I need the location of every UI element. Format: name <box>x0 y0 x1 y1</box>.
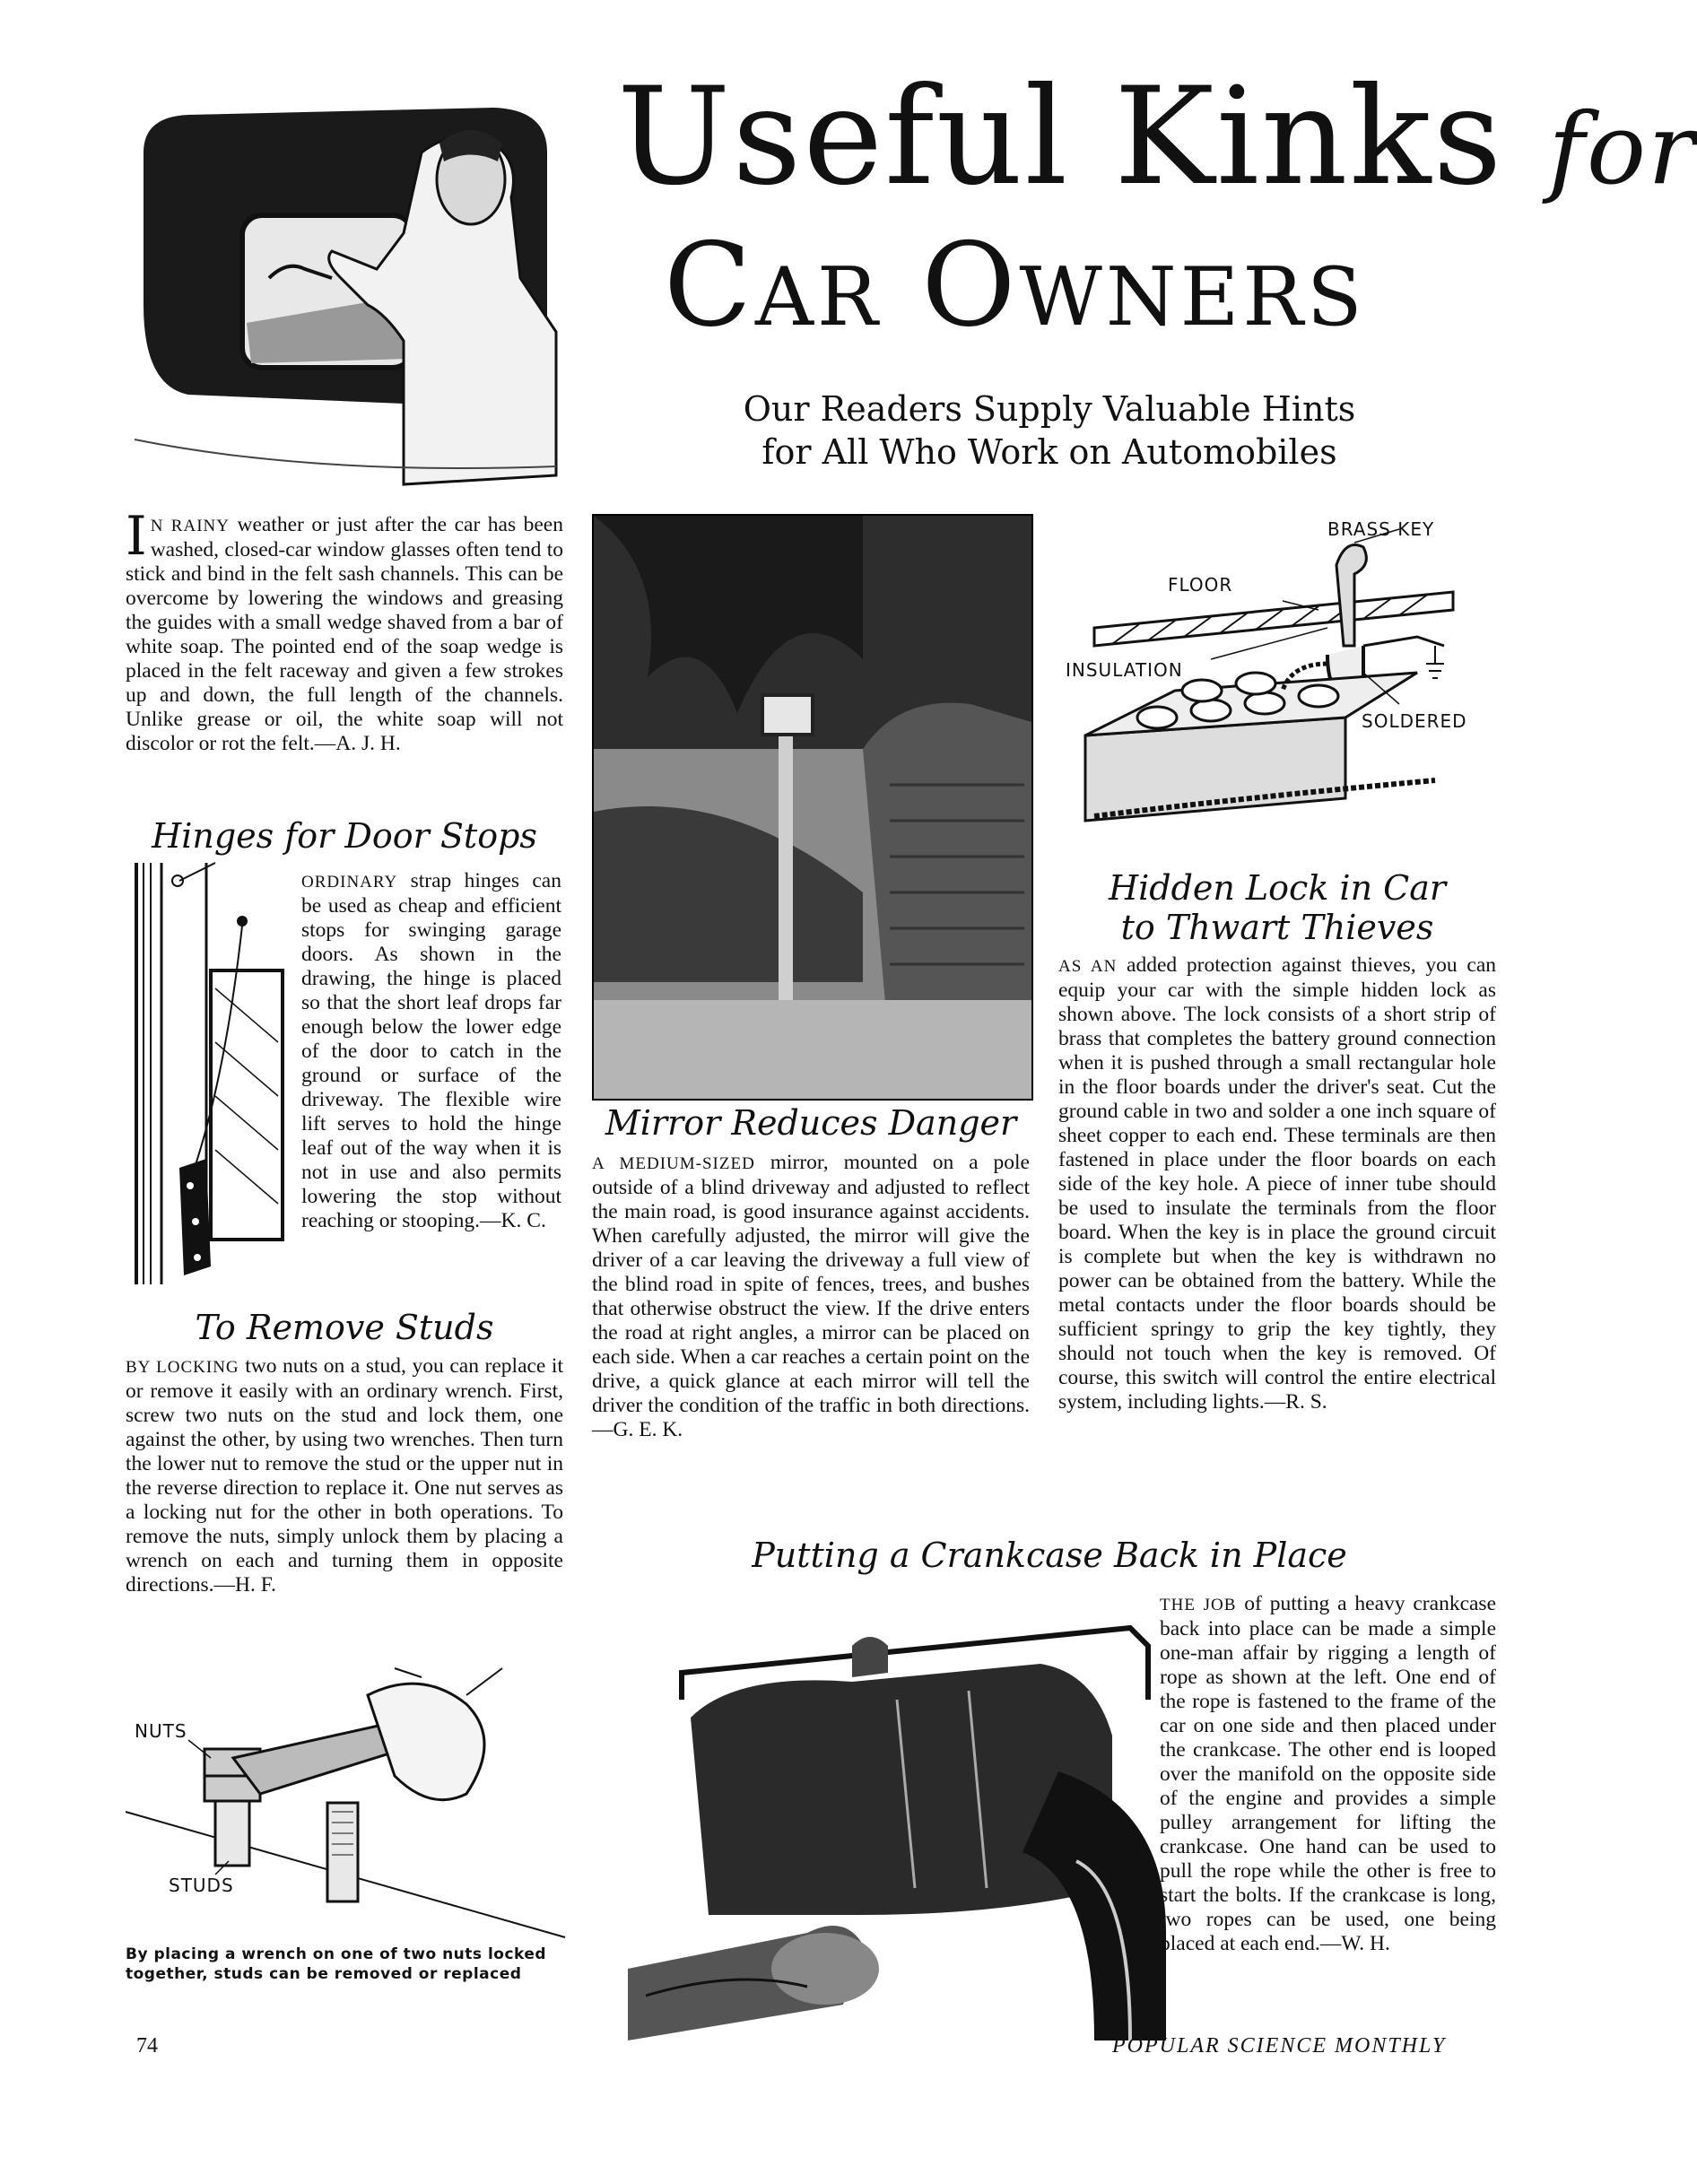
mirror-text: mirror, mounted on a pole outside of a blind driveway and adjusted to reflect the main road, is good insurance against accidents. When carefully adjusted, the mirror will give the driver of a car leaving the driveway a full view of the blind road in spite of fences, trees, and bushes that otherwise obstruct the view. If the drive enters the road at right angles, a mirror can be placed on each side. When a car reaches a certain point on the drive, a quick glance at each mirror will tell the driver the condition of the traffic in both directions.—G. E. K. <box>592 1151 1030 1441</box>
intro-article <box>126 505 563 756</box>
intro-lead: N RAINY <box>150 517 230 535</box>
drop-cap: I <box>126 505 147 568</box>
lock-lead: AS AN <box>1058 957 1118 976</box>
mirror-lead: A MEDIUM-SIZED <box>592 1154 755 1173</box>
crankcase-heading: Putting a Crankcase Back in Place <box>752 1536 1347 1575</box>
brass-key-label: BRASS KEY <box>1327 518 1435 540</box>
insulation-label: INSULATION <box>1066 659 1183 681</box>
crankcase-article <box>1160 1592 1496 1956</box>
lock-article <box>1058 953 1496 1414</box>
hinges-lead: ORDINARY <box>301 873 398 892</box>
mirror-photo <box>592 514 1033 1101</box>
intro-text: weather or just after the car has been washed, closed-car window glasses often tend to stick and bind in the felt sash channels. This can be overcome by lowering the windows and greasing the guides with a small wedge shaved from a bar of white soap. The pointed end of the soap wedge is placed in the felt raceway and given a few strokes up and down, the full length of the channels. Unlike grease or oil, the white soap will not discolor or rot the felt.—A. J. H. <box>126 513 563 755</box>
mirror-article <box>592 1151 1030 1442</box>
crankcase-illustration <box>628 1592 1166 2040</box>
lock-heading-line1: Hidden Lock in Car <box>1108 868 1447 908</box>
page-title-line2: Car Owners <box>664 219 1366 352</box>
crankcase-lead: THE JOB <box>1160 1596 1237 1614</box>
subtitle-line1: Our Readers Supply Valuable Hints <box>743 389 1356 429</box>
studs-article <box>126 1354 563 1597</box>
studs-caption <box>126 1945 565 1984</box>
studs-text: two nuts on a stud, you can replace it or remove it easily with an ordinary wrench. First, screw two nuts on the stud and lock them, one against the other, by using two wrenches. Then turn the lower nut to remove the stud or the upper nut in the reverse direction to replace it. One nut serves as a locking nut for the other in both operations. To remove the nuts, simply unlock them by placing a wrench on each and turning them in opposite directions.—H. F. <box>126 1354 563 1597</box>
car-window-illustration <box>135 99 565 493</box>
subtitle-line2: for All Who Work on Automobiles <box>761 432 1337 472</box>
studs-wrench-drawing <box>126 1668 565 1937</box>
lock-text: added protection against thieves, you can equip your car with the simple hidden lock as shown above. The lock consists of a short strip of brass that completes the battery ground connection when it is pushed through a small rectangular hole in the floor boards under the driver's seat. Cut the ground cable in two and solder a one inch square of sheet copper to each end. These terminals are then fastened in place under the floor boards on each side of the key hole. A piece of inner tube should be used to insulate the terminals from the floor board. When the key is in place the ground circuit is complete but when the key is withdrawn no power can be obtained from the battery. While the metal contacts under the floor boards should be sufficient springy to grip the key tightly, they should not touch when the key is removed. Of course, this switch will control the entire electrical system, including lights.—R. S. <box>1058 953 1497 1414</box>
nuts-label: NUTS <box>135 1720 187 1742</box>
crankcase-text: of putting a heavy crankcase back into place can be made a simple one-man affair by rigging a length of rope as shown at the left. One end of the rope is fastened to the frame of the car on one side and then placed under the crankcase. The other end is looped over the manifold on the opposite side of the engine and provides a simple pulley arrangement for lifting the crankcase. One hand can be used to pull the rope while the other is free to start the bolts. If the crankcase is long, two ropes can be used, one being placed at each end.—W. H. <box>1160 1592 1496 1955</box>
hinges-article <box>301 869 561 1233</box>
page-number: 74 <box>136 2034 158 2058</box>
hinges-heading: Hinges for Door Stops <box>152 816 537 856</box>
lock-heading-line2: to Thwart Thieves <box>1120 908 1434 947</box>
hinges-text: strap hinges can be used as cheap and efficient stops for swinging garage doors. As shown in the drawing, the hinge is placed so that the short leaf drops far enough below the lower edge of the door to catch in the ground or surface of the driveway. The flexible wire lift serves to hold the hinge leaf out of the way when it is not in use and also permits lowering the stop without reaching or stooping.—K. C. <box>301 869 561 1232</box>
caption-line1: By placing a wrench on one of two nuts locked <box>126 1945 547 1963</box>
title-text: Useful Kinks <box>617 59 1504 215</box>
title-for: for <box>1548 91 1697 206</box>
caption-line2: together, studs can be removed or replaced <box>126 1965 522 1983</box>
hinge-door-stop-drawing <box>126 863 296 1311</box>
floor-label: FLOOR <box>1168 574 1233 596</box>
soldered-label: SOLDERED <box>1362 710 1467 732</box>
lock-heading <box>1058 868 1496 947</box>
mirror-heading: Mirror Reduces Danger <box>605 1103 1017 1143</box>
page-title-line1 <box>617 59 1697 216</box>
studs-lead: BY LOCKING <box>126 1358 239 1377</box>
subtitle <box>735 387 1363 474</box>
studs-heading: To Remove Studs <box>195 1308 494 1347</box>
studs-label: STUDS <box>169 1875 234 1896</box>
magazine-name: POPULAR SCIENCE MONTHLY <box>1112 2034 1447 2058</box>
